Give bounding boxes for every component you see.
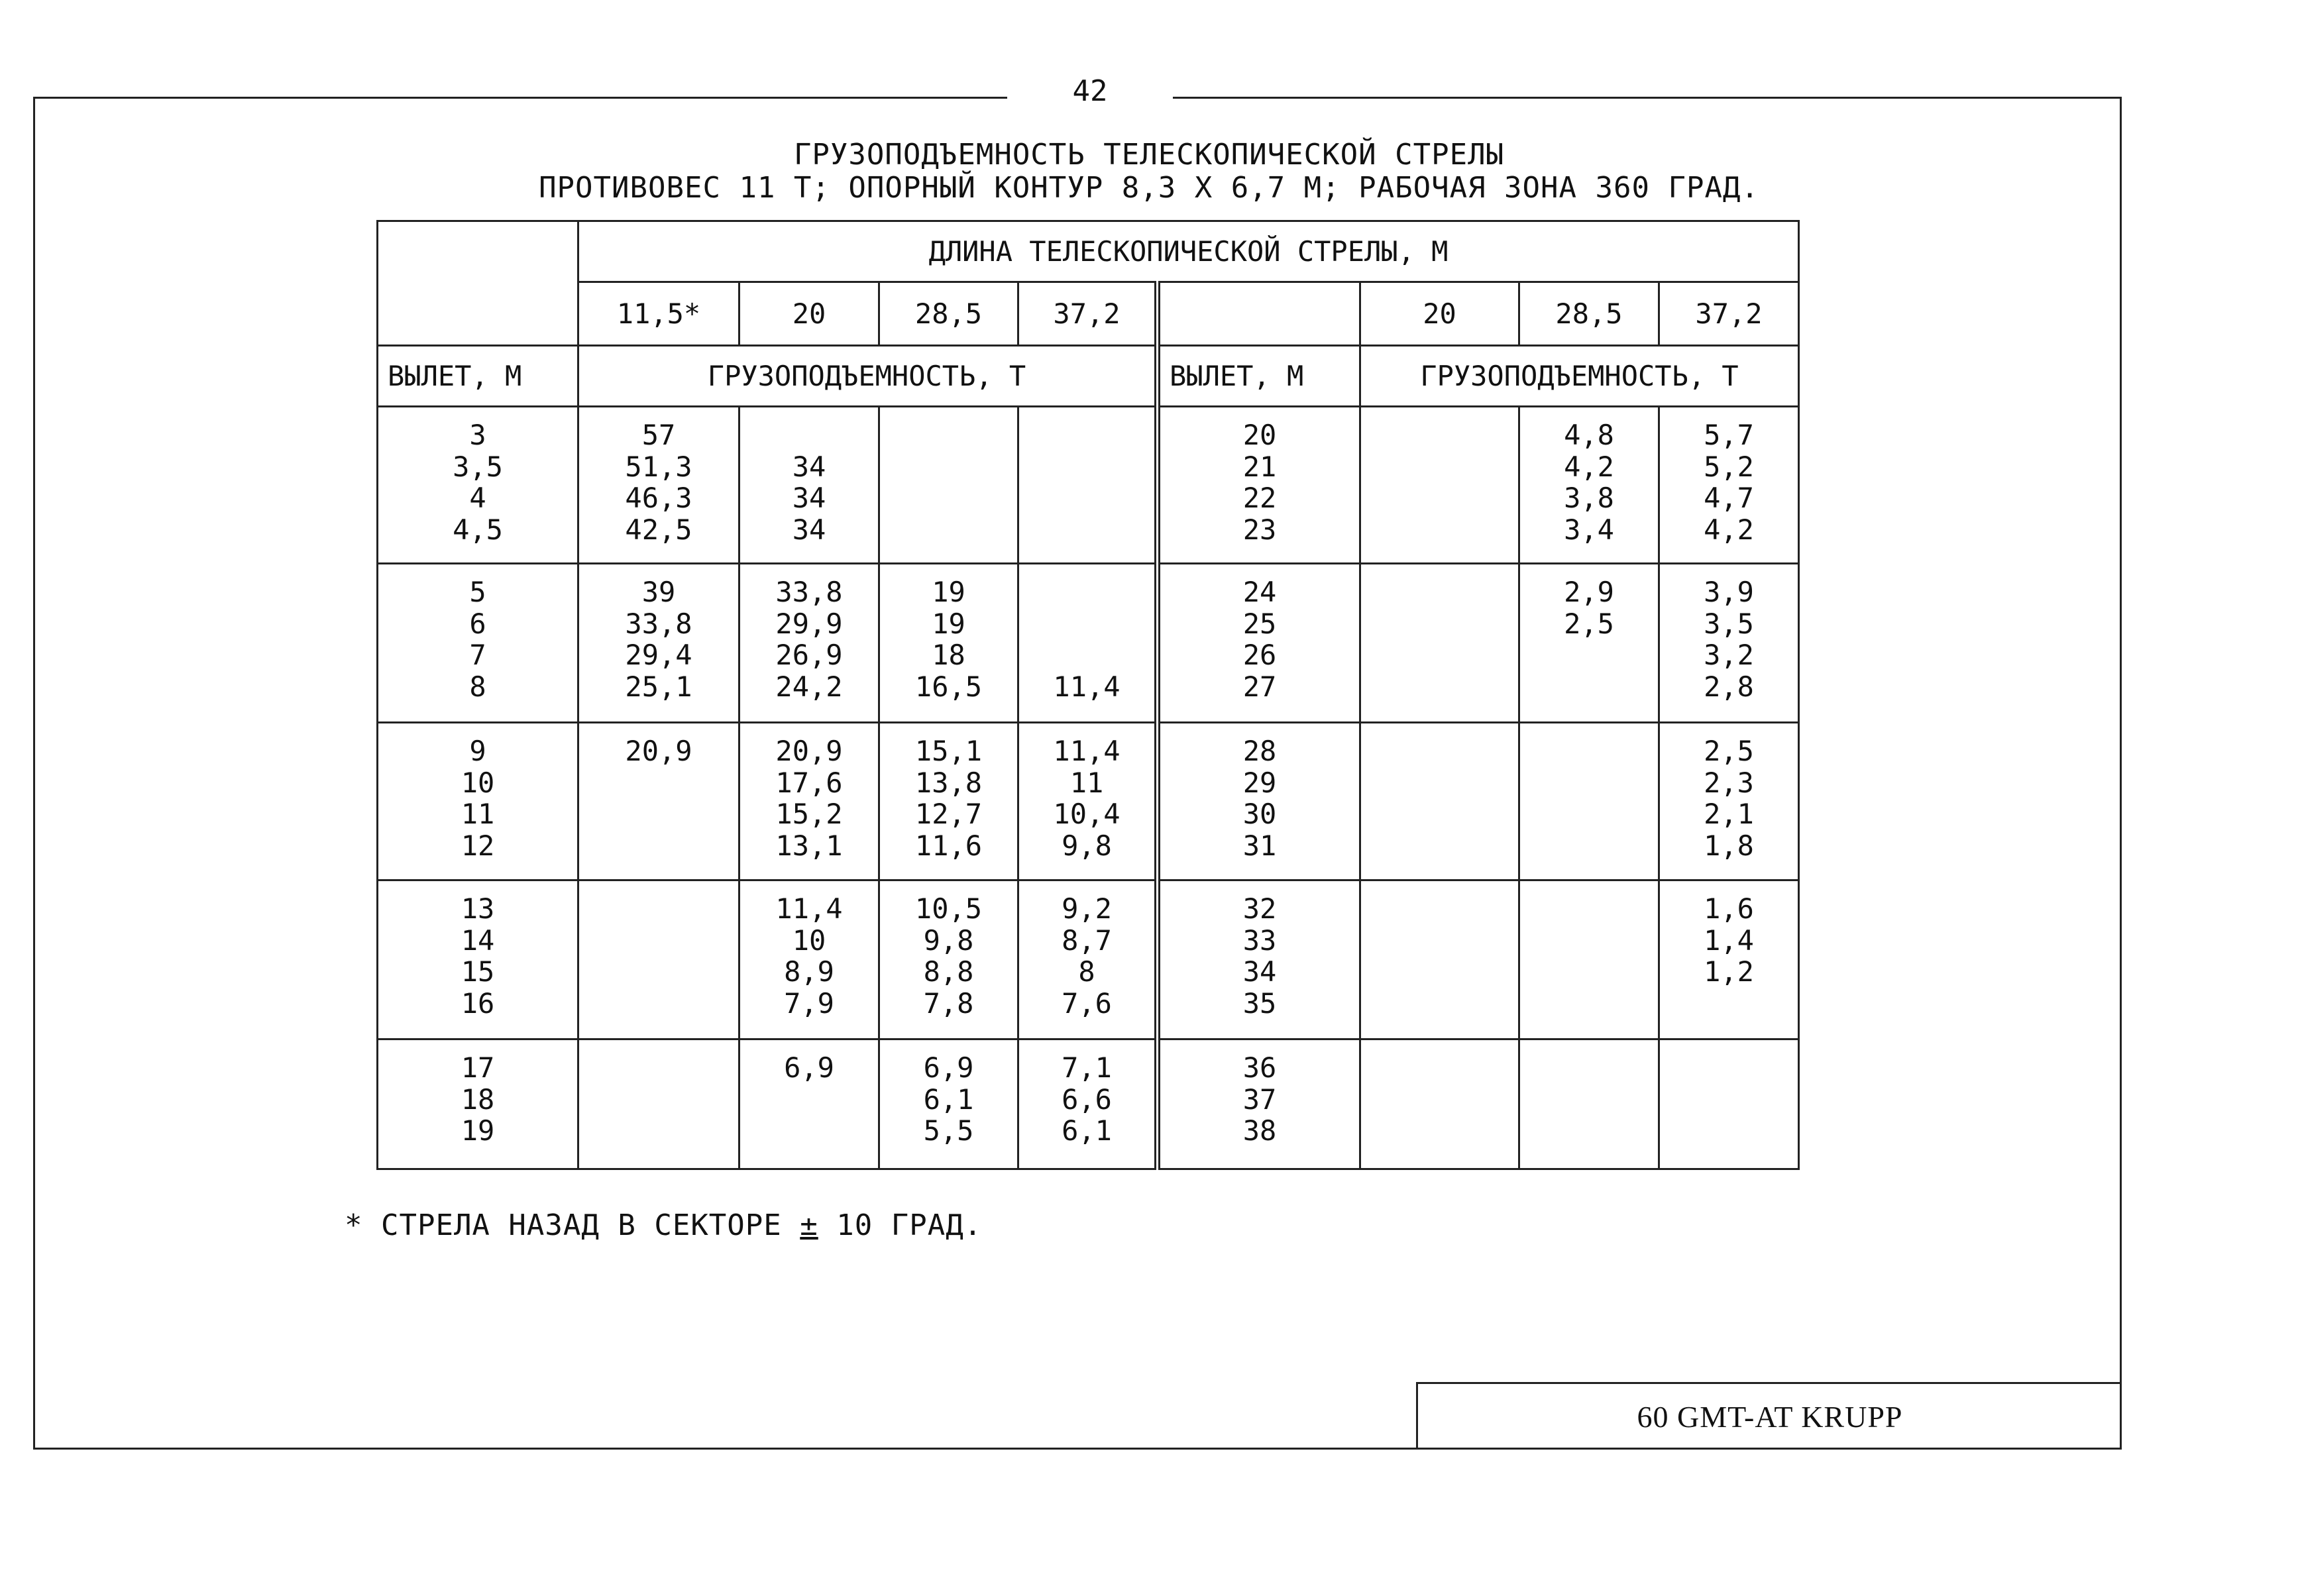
- radius-label: ВЫЛЕТ, М: [378, 346, 578, 407]
- cell-value: 6,1: [1062, 1114, 1112, 1147]
- cell-values: [579, 881, 738, 893]
- cell-value: 6,6: [1062, 1083, 1112, 1116]
- cell-value: 3,9: [1704, 576, 1754, 608]
- cell-value: 16,5: [914, 670, 983, 703]
- cell-value: 8: [469, 670, 486, 703]
- cell-value: 6,1: [923, 1083, 974, 1116]
- cell-value: 5: [469, 576, 486, 608]
- cell-value: 33: [1242, 924, 1277, 957]
- cell-value: 7,9: [784, 986, 834, 1020]
- cell-value: 2,5: [1564, 607, 1614, 640]
- cell-value: 14: [461, 924, 495, 957]
- cell-value: 17,6: [775, 766, 843, 799]
- cell-r372: [1659, 564, 1799, 723]
- cell-values: [1520, 564, 1658, 639]
- cell-values: [740, 881, 878, 1019]
- cell-values: [1660, 407, 1798, 545]
- cell-value: 25,1: [625, 670, 692, 703]
- cell-value: 17: [461, 1051, 495, 1084]
- cell-value: 2,1: [1704, 798, 1754, 830]
- table-subtitle: ПРОТИВОВЕС 11 Т; ОПОРНЫЙ КОНТУР 8,3 Х 6,7 М; РАБОЧАЯ ЗОНА 360 ГРАД.: [539, 171, 1759, 205]
- corner-cell: [378, 221, 578, 346]
- cell-value: 6,9: [784, 1051, 834, 1084]
- cell-l285: [879, 564, 1018, 723]
- table-group-row: [378, 723, 1799, 880]
- cell-r20: [1360, 407, 1519, 564]
- table-body: [378, 407, 1799, 1169]
- cell-value: 18: [932, 639, 965, 671]
- cell-values: [880, 564, 1017, 702]
- cell-r285: [1519, 407, 1659, 564]
- cell-l285: [879, 407, 1018, 564]
- cell-r20: [1360, 564, 1519, 723]
- cell-values: [1660, 881, 1798, 988]
- cell-value: 3,5: [453, 450, 503, 483]
- cell-l20: [739, 564, 879, 723]
- cell-values: [1361, 723, 1518, 735]
- cell-values: [378, 407, 577, 545]
- cell-value: 8,8: [923, 955, 974, 988]
- cell-r-radius: [1158, 407, 1360, 564]
- cell-value: 18: [461, 1083, 495, 1116]
- cell-value: 9: [469, 735, 486, 767]
- cell-value: 7,1: [1062, 1051, 1112, 1084]
- cell-value: 32: [1242, 892, 1277, 925]
- cell-value: 20: [1242, 419, 1277, 451]
- cell-value: 11,4: [1053, 735, 1121, 767]
- cell-value: 34: [792, 513, 826, 546]
- cell-radius: [378, 880, 578, 1039]
- cell-value: 38: [1242, 1114, 1277, 1147]
- cell-value: 37: [1242, 1083, 1277, 1116]
- table-group-row: [378, 880, 1799, 1039]
- cell-values: [1520, 407, 1658, 545]
- cell-l285: [879, 723, 1018, 880]
- page-number: 42: [1007, 74, 1173, 108]
- capacity-table: [376, 220, 1800, 1170]
- cell-value: 11: [461, 798, 495, 830]
- cell-value: 2,9: [1564, 576, 1614, 608]
- cell-value: 1,4: [1704, 924, 1754, 957]
- cell-l285: [879, 880, 1018, 1039]
- cell-value: 51,3: [625, 450, 692, 483]
- cell-value: 16: [461, 986, 495, 1020]
- cell-l20: [739, 723, 879, 880]
- cell-values: [1160, 407, 1359, 545]
- cell-value: 13,1: [775, 829, 843, 862]
- cell-value: 4,7: [1704, 482, 1754, 514]
- cell-value: 29: [1242, 766, 1277, 799]
- cell-value: 22: [1242, 482, 1277, 514]
- cell-values: [378, 881, 577, 1019]
- cell-values: [579, 723, 738, 767]
- cell-value: 13: [461, 892, 495, 925]
- cell-value: [1019, 608, 1154, 640]
- cell-values: [579, 407, 738, 545]
- cell-values: [579, 1040, 738, 1052]
- footnote-suffix: 10 ГРАД.: [818, 1208, 983, 1242]
- cell-value: 11: [1069, 766, 1104, 799]
- cell-value: 4,2: [1704, 513, 1754, 546]
- cell-value: 27: [1242, 670, 1277, 703]
- cell-l372: [1018, 880, 1158, 1039]
- length-header-20: 20: [739, 282, 879, 346]
- cell-values: [880, 723, 1017, 861]
- right-length-header-28-5: 28,5: [1519, 282, 1659, 346]
- cell-value: 9,2: [1062, 892, 1112, 925]
- cell-value: 15,1: [914, 735, 983, 767]
- cell-value: 4: [469, 482, 486, 514]
- cell-values: [1019, 1040, 1154, 1147]
- cell-value: 8,9: [784, 955, 834, 988]
- cell-l115: [578, 723, 739, 880]
- cell-value: 12,7: [914, 798, 983, 830]
- cell-value: 19: [932, 607, 965, 640]
- cell-values: [880, 407, 1017, 419]
- cell-values: [378, 723, 577, 861]
- plus-minus-sign: ±: [800, 1208, 818, 1242]
- cell-value: 8,7: [1062, 924, 1112, 957]
- cell-value: 2,8: [1704, 670, 1754, 703]
- length-header-37-2: 37,2: [1018, 282, 1158, 346]
- right-radius-label: ВЫЛЕТ, М: [1158, 346, 1360, 407]
- cell-value: 11,6: [914, 829, 983, 862]
- cell-value: 4,8: [1564, 419, 1614, 451]
- cell-values: [880, 881, 1017, 1019]
- cell-value: 29,9: [775, 607, 843, 640]
- cell-r20: [1360, 880, 1519, 1039]
- cell-values: [579, 564, 738, 702]
- cell-values: [1160, 881, 1359, 1019]
- cell-values: [1361, 881, 1518, 893]
- cell-l372: [1018, 723, 1158, 880]
- cell-radius: [378, 1039, 578, 1169]
- cell-value: 10: [792, 924, 826, 957]
- cell-l115: [578, 1039, 739, 1169]
- cell-value: 7,6: [1062, 986, 1112, 1020]
- cell-value: 31: [1242, 829, 1277, 862]
- cell-l20: [739, 1039, 879, 1169]
- table-title: ГРУЗОПОДЪЕМНОСТЬ ТЕЛЕСКОПИЧЕСКОЙ СТРЕЛЫ: [793, 138, 1505, 172]
- length-header-11-5: 11,5*: [578, 282, 739, 346]
- right-length-header-20: 20: [1360, 282, 1519, 346]
- cell-value: 39: [641, 576, 676, 608]
- cell-l285: [879, 1039, 1018, 1169]
- cell-value: 7: [469, 639, 486, 671]
- cell-r-radius: [1158, 723, 1360, 880]
- cell-r285: [1519, 723, 1659, 880]
- cell-value: 10: [461, 766, 495, 799]
- cell-value: 19: [932, 576, 965, 608]
- right-blank-header: [1158, 282, 1360, 346]
- cell-value: 34: [792, 450, 826, 483]
- cell-values: [1520, 881, 1658, 893]
- cell-values: [740, 564, 878, 702]
- cell-value: 10,5: [914, 892, 983, 925]
- cell-value: 25: [1242, 607, 1277, 640]
- cell-r372: [1659, 407, 1799, 564]
- cell-value: 46,3: [625, 482, 692, 514]
- cell-value: 26,9: [775, 639, 843, 671]
- cell-values: [1660, 1040, 1798, 1052]
- cell-value: 15,2: [775, 798, 843, 830]
- cell-value: 24,2: [775, 670, 843, 703]
- cell-r20: [1360, 723, 1519, 880]
- cell-values: [1160, 564, 1359, 702]
- cell-value: 1,2: [1704, 955, 1754, 988]
- cell-values: [1019, 881, 1154, 1019]
- cell-values: [378, 564, 577, 702]
- cell-value: [740, 419, 878, 451]
- cell-value: 3,2: [1704, 639, 1754, 671]
- cell-values: [1660, 564, 1798, 702]
- cell-l372: [1018, 564, 1158, 723]
- cell-values: [1361, 564, 1518, 576]
- right-length-header-37-2: 37,2: [1659, 282, 1799, 346]
- cell-value: 57: [641, 419, 676, 451]
- cell-value: 20,9: [625, 735, 692, 767]
- cell-values: [1520, 723, 1658, 735]
- cell-value: 36: [1242, 1051, 1277, 1084]
- length-header-28-5: 28,5: [879, 282, 1018, 346]
- cell-value: 3: [469, 419, 486, 451]
- cell-values: [1361, 407, 1518, 419]
- footnote-prefix: * СТРЕЛА НАЗАД В СЕКТОРЕ: [345, 1208, 800, 1242]
- cell-r372: [1659, 880, 1799, 1039]
- cell-value: 9,8: [923, 924, 974, 957]
- cell-r285: [1519, 1039, 1659, 1169]
- cell-value: 7,8: [923, 986, 974, 1020]
- cell-values: [1160, 1040, 1359, 1147]
- cell-value: 42,5: [625, 513, 692, 546]
- cell-value: 23: [1242, 513, 1277, 546]
- cell-value: 21: [1242, 450, 1277, 483]
- cell-values: [740, 723, 878, 861]
- table-group-row: [378, 407, 1799, 564]
- cell-value: 5,7: [1704, 419, 1754, 451]
- cell-value: 35: [1242, 986, 1277, 1020]
- cell-value: 34: [1242, 955, 1277, 988]
- cell-value: 11,4: [1053, 670, 1121, 703]
- cell-l372: [1018, 1039, 1158, 1169]
- cell-value: 10,4: [1053, 798, 1121, 830]
- cell-value: 30: [1242, 798, 1277, 830]
- cell-value: 26: [1242, 639, 1277, 671]
- cell-value: 4,2: [1564, 450, 1614, 483]
- cell-value: 6: [469, 607, 486, 640]
- cell-l20: [739, 407, 879, 564]
- cell-r372: [1659, 723, 1799, 880]
- cell-l372: [1018, 407, 1158, 564]
- cell-values: [1019, 407, 1154, 419]
- cell-values: [1520, 1040, 1658, 1052]
- cell-values: [1160, 723, 1359, 861]
- cell-values: [378, 1040, 577, 1147]
- capacity-label: ГРУЗОПОДЪЕМНОСТЬ, Т: [578, 346, 1158, 407]
- cell-value: 19: [461, 1114, 495, 1147]
- right-capacity-label: ГРУЗОПОДЪЕМНОСТЬ, Т: [1360, 346, 1799, 407]
- cell-l20: [739, 880, 879, 1039]
- cell-value: 20,9: [775, 735, 843, 767]
- cell-value: 4,5: [453, 513, 503, 546]
- footnote: [345, 1208, 982, 1242]
- cell-r-radius: [1158, 1039, 1360, 1169]
- cell-value: 6,9: [923, 1051, 974, 1084]
- cell-values: [880, 1040, 1017, 1147]
- table-group-row: [378, 564, 1799, 723]
- cell-value: 9,8: [1062, 829, 1112, 862]
- cell-values: [740, 1040, 878, 1084]
- cell-r372: [1659, 1039, 1799, 1169]
- title-block-stamp: 60 GMT-AT KRUPP: [1416, 1382, 2122, 1450]
- cell-value: 12: [461, 829, 495, 862]
- cell-values: [1660, 723, 1798, 861]
- cell-r20: [1360, 1039, 1519, 1169]
- cell-value: 5,5: [923, 1114, 974, 1147]
- cell-value: 15: [461, 955, 495, 988]
- cell-value: 11,4: [775, 892, 843, 925]
- cell-value: 24: [1242, 576, 1277, 608]
- cell-value: 3,8: [1564, 482, 1614, 514]
- cell-value: 13,8: [914, 766, 983, 799]
- cell-values: [740, 407, 878, 545]
- cell-values: [1361, 1040, 1518, 1052]
- cell-r285: [1519, 880, 1659, 1039]
- cell-value: 1,8: [1704, 829, 1754, 862]
- cell-values: [1019, 723, 1154, 861]
- cell-value: 2,5: [1704, 735, 1754, 767]
- cell-value: 1,6: [1704, 892, 1754, 925]
- cell-radius: [378, 407, 578, 564]
- cell-value: [1019, 576, 1154, 608]
- cell-value: [1019, 639, 1154, 671]
- table-group-row: [378, 1039, 1799, 1169]
- cell-radius: [378, 564, 578, 723]
- cell-value: 3,4: [1564, 513, 1614, 546]
- cell-value: 33,8: [625, 607, 692, 640]
- cell-l115: [578, 564, 739, 723]
- cell-values: [1019, 564, 1154, 702]
- cell-value: 2,3: [1704, 766, 1754, 799]
- cell-r-radius: [1158, 880, 1360, 1039]
- cell-value: 34: [792, 482, 826, 514]
- cell-r-radius: [1158, 564, 1360, 723]
- cell-value: 5,2: [1704, 450, 1754, 483]
- cell-r285: [1519, 564, 1659, 723]
- cell-value: 8: [1078, 955, 1095, 988]
- cell-value: 28: [1242, 735, 1277, 767]
- cell-l115: [578, 407, 739, 564]
- cell-l115: [578, 880, 739, 1039]
- cell-radius: [378, 723, 578, 880]
- cell-value: 3,5: [1704, 607, 1754, 640]
- cell-value: 29,4: [625, 639, 692, 671]
- cell-value: 33,8: [775, 576, 843, 608]
- boom-length-header: ДЛИНА ТЕЛЕСКОПИЧЕСКОЙ СТРЕЛЫ, М: [578, 221, 1799, 282]
